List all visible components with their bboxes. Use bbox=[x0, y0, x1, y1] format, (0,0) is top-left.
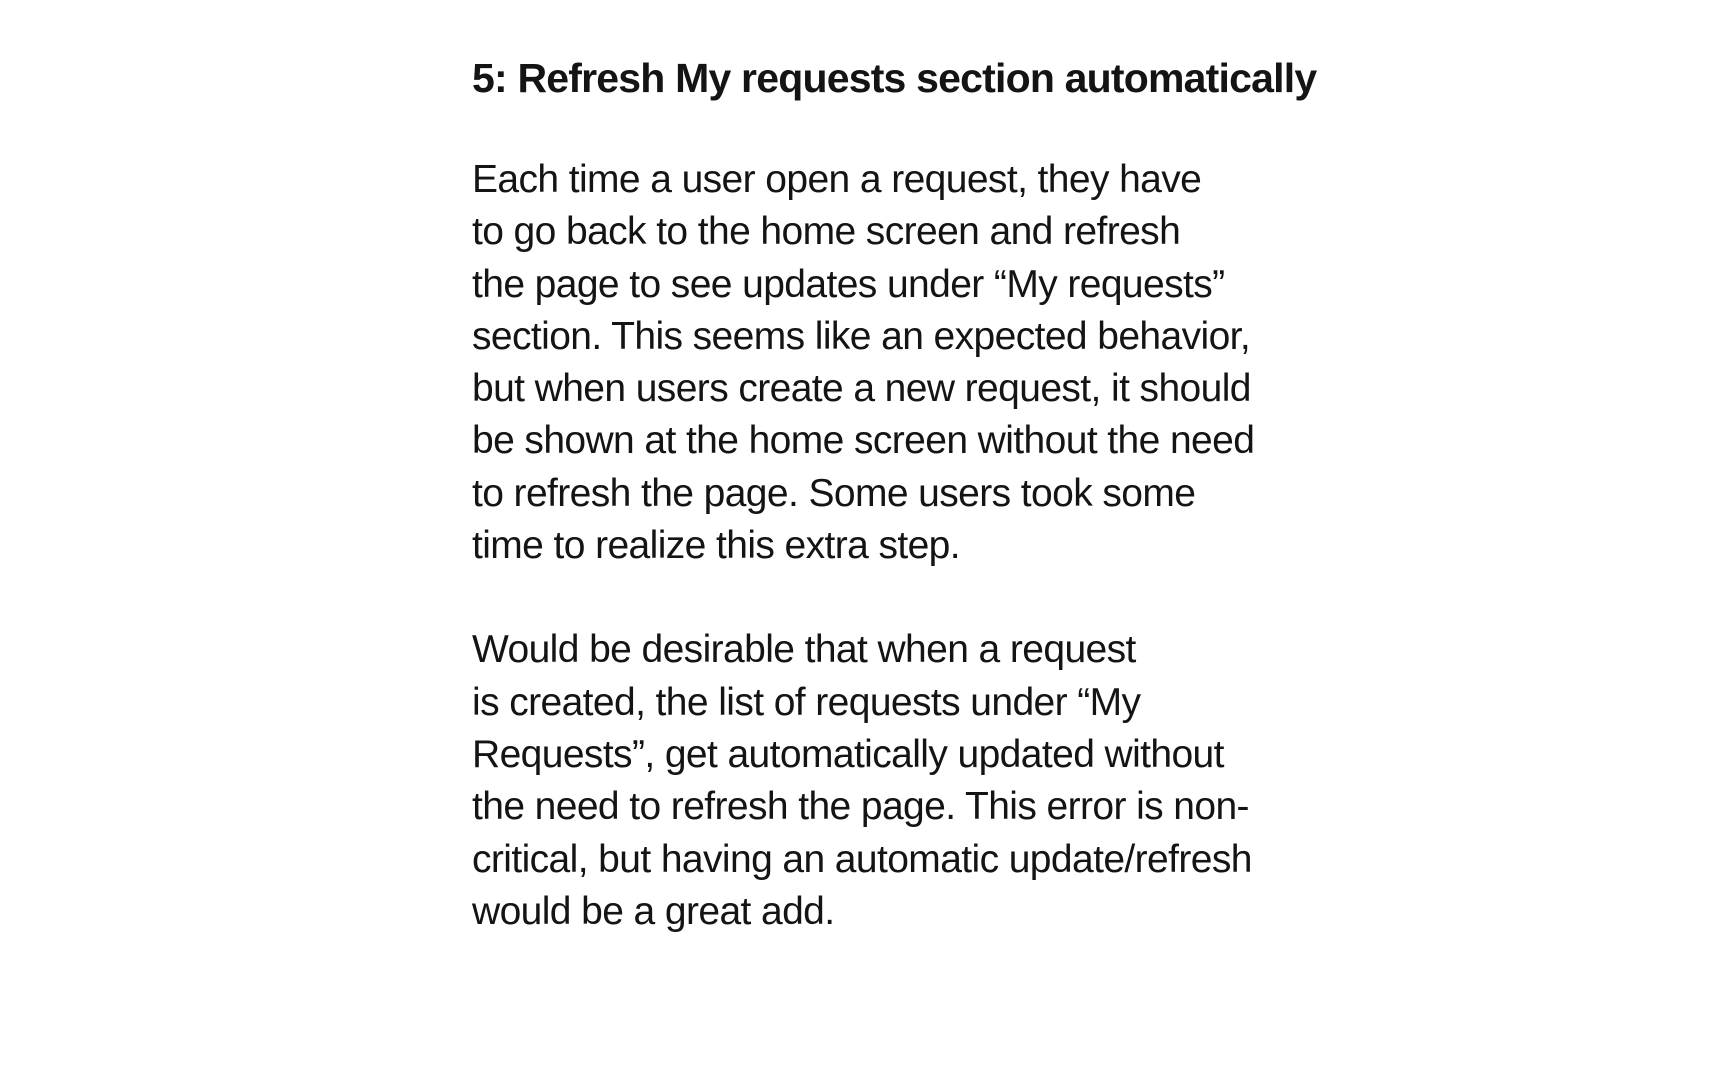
text-line: be shown at the home screen without the need bbox=[472, 419, 1255, 463]
text-line: the need to refresh the page. This error is non- bbox=[472, 785, 1249, 829]
text-line: the page to see updates under “My requests” bbox=[472, 262, 1225, 306]
text-line: but when users create a new request, it should bbox=[472, 367, 1251, 411]
text-line: time to realize this extra step. bbox=[472, 524, 961, 568]
paragraph-problem bbox=[472, 154, 1472, 572]
text-line: to go back to the home screen and refresh bbox=[472, 210, 1181, 254]
text-line: Requests”, get automatically updated without bbox=[472, 732, 1224, 776]
text-line: Each time a user open a request, they have bbox=[472, 158, 1202, 201]
section-title: 5: Refresh My requests section automatically bbox=[472, 55, 1317, 101]
text-line: Would be desirable that when a request bbox=[472, 628, 1136, 672]
document-content bbox=[472, 50, 1472, 938]
paragraph-recommendation bbox=[472, 624, 1472, 938]
text-line: section. This seems like an expected behavior, bbox=[472, 314, 1251, 358]
text-line: critical, but having an automatic update/refresh bbox=[472, 837, 1252, 881]
text-line: to refresh the page. Some users took some bbox=[472, 471, 1196, 515]
text-line: is created, the list of requests under “My bbox=[472, 680, 1141, 724]
text-line: would be a great add. bbox=[472, 889, 835, 933]
